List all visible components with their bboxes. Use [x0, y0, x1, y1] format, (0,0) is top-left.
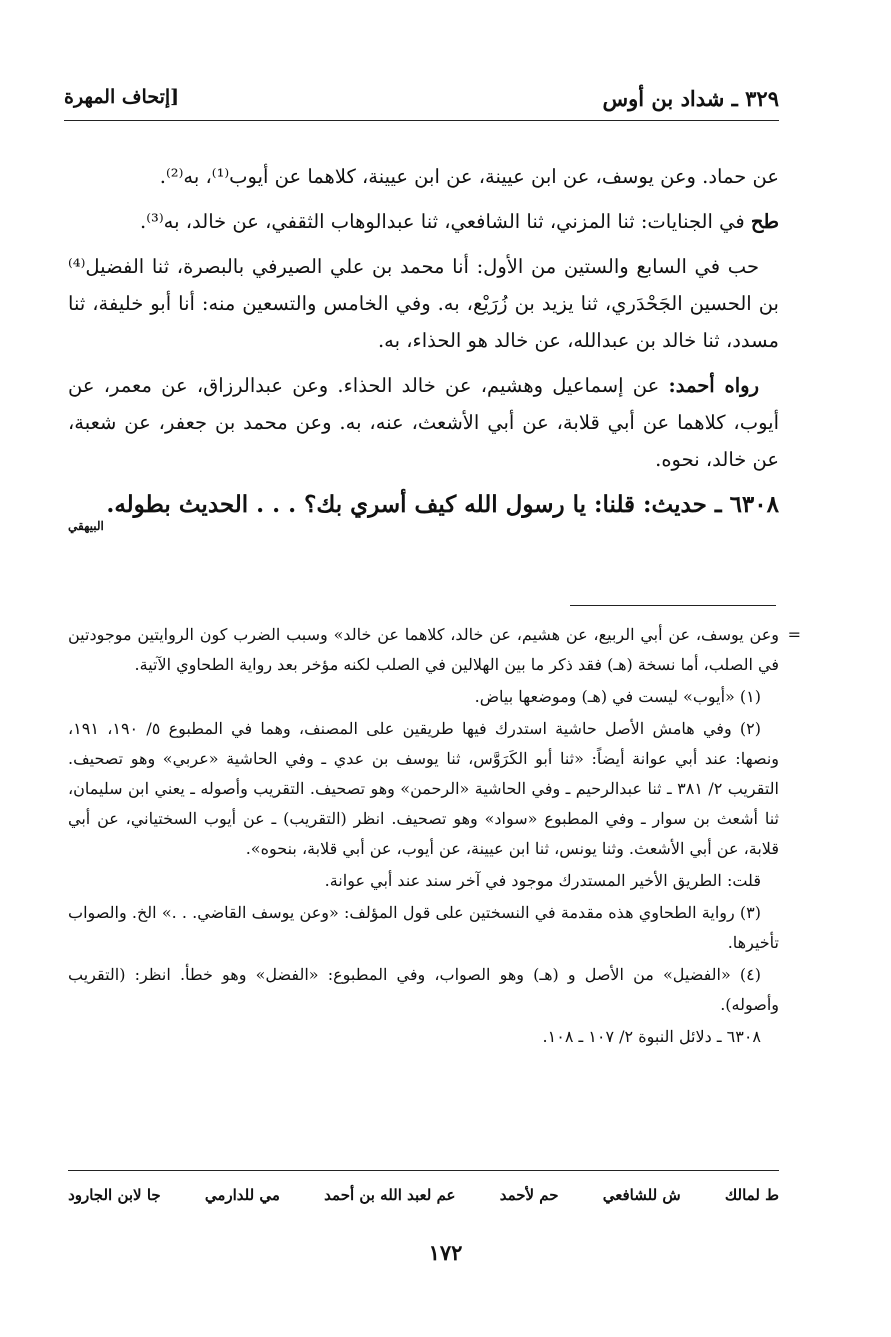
paragraph-4-text: عن إسماعيل وهشيم، عن خالد الحذاء. وعن عبدالرزاق، عن معمر، عن أيوب، كلاهما عن أبي قلابة، عن أبي الأشعث، عنه، به. وعن محمد بن جعفر، عن شعبة، عن خالد، نحوه. [68, 374, 779, 471]
footnote-4: (٤) «الفضيل» من الأصل و (هـ) وهو الصواب، وفي المطبوع: «الفضل» وهو خطأ. انظر: (التقريب وأصوله). [68, 965, 779, 1014]
abbreviation-item: عم لعبد الله بن أحمد [324, 1186, 456, 1204]
header-chapter-title: ٣٢٩ ـ شداد بن أوس [602, 86, 779, 111]
abbreviations-legend [68, 1186, 779, 1204]
abbreviation-item: حم لأحمد [499, 1186, 559, 1204]
footnote-2: (٢) وفي هامش الأصل حاشية استدرك فيها طريقين على المصنف، وهما في المطبوع ٥/ ١٩٠، ١٩١، ونصها: عند أبي عوانة أيضاً: «ثنا أبو الكَرَوَّس، ثنا يوسف بن عدي ـ وفي الحاشية «عربي» وهو تصحيف. التقريب ٢/ ٣٨١ ـ ثنا عبدالرحيم ـ وفي الحاشية «الرحمن» وهو تصحيف. التقريب وأصوله ـ يعني ابن سليمان، ثنا أشعث بن سوار ـ وفي المطبوع «سواد» وهو تصحيف. انظر (التقريب) ـ عن أيوب السختياني، عن أبي قلابة، عن أبي الأشعث. وثنا يونس، ثنا ابن عيينة، عن أيوب، عن أبي قلابة، بنحوه». [68, 719, 779, 858]
abbreviation-item: ط لمالك [724, 1186, 779, 1204]
source-label-tah: طح [750, 210, 779, 233]
footnote-continuation-text: وعن يوسف، عن أبي الربيع، عن هشيم، عن خالد، كلاهما عن خالد» وسبب الضرب كون الروايتين موجودتين في الصلب، أما نسخة (هـ) فقد ذكر ما بين الهلالين في الصلب لكنه مؤخر بعد رواية الطحاوي الآتية. [68, 625, 779, 674]
source-label-ahmad: رواه أحمد: [668, 374, 760, 397]
footnote-3: (٣) رواية الطحاوي هذه مقدمة في النسختين على قول المؤلف: «وعن يوسف القاضي. . .» الخ. والصواب تأخيرها. [68, 903, 779, 952]
abbreviation-item: مي للدارمي [204, 1186, 280, 1204]
abbreviation-item: ش للشافعي [602, 1186, 681, 1204]
footnote-separator [570, 605, 776, 606]
paragraph-4 [68, 367, 779, 478]
header-book-title: [إتحاف المهرة [64, 86, 180, 108]
page-number: ١٧٢ [428, 1240, 463, 1265]
footnotes [68, 620, 801, 1054]
paragraph-1: عن حماد. وعن يوسف، عن ابن عيينة، عن ابن عيينة، كلاهما عن أيوب⁽¹⁾، به⁽²⁾. [159, 165, 779, 188]
continuation-mark: = [787, 625, 801, 644]
paragraph-3: حب في السابع والستين من الأول: أنا محمد بن علي الصيرفي بالبصرة، ثنا الفضيل⁽⁴⁾ بن الحسين الجَحْدَري، ثنا يزيد بن زُرَيْع، به. وفي الخامس والتسعين منه: أنا أبو خليفة، ثنا مسدد، ثنا خالد بن عبدالله، عن خالد هو الحذاء، به. [68, 255, 779, 352]
running-header [64, 84, 779, 121]
footnote-hadith-source: ٦٣٠٨ ـ دلائل النبوة ٢/ ١٠٧ ـ ١٠٨. [542, 1027, 761, 1046]
paragraph-2-text: في الجنايات: ثنا المزني، ثنا الشافعي، ثنا عبدالوهاب الثقفي، عن خالد، به⁽³⁾. [140, 210, 751, 233]
abbreviation-item: جا لابن الجارود [68, 1186, 161, 1204]
paragraph-2 [68, 203, 779, 240]
hadith-heading: ٦٣٠٨ ـ حديث: قلنا: يا رسول الله كيف أسري بك؟ . . . الحديث بطوله. [106, 491, 779, 518]
abbreviations-separator [68, 1170, 779, 1171]
footnote-continuation [68, 620, 801, 680]
footnote-1: (١) «أيوب» ليست في (هـ) وموضعها بياض. [474, 687, 761, 706]
hadith-source-note: البيهقي [68, 519, 104, 533]
main-text [68, 158, 779, 533]
footnote-2-comment: قلت: الطريق الأخير المستدرك موجود في آخر سند عند أبي عوانة. [324, 871, 761, 890]
